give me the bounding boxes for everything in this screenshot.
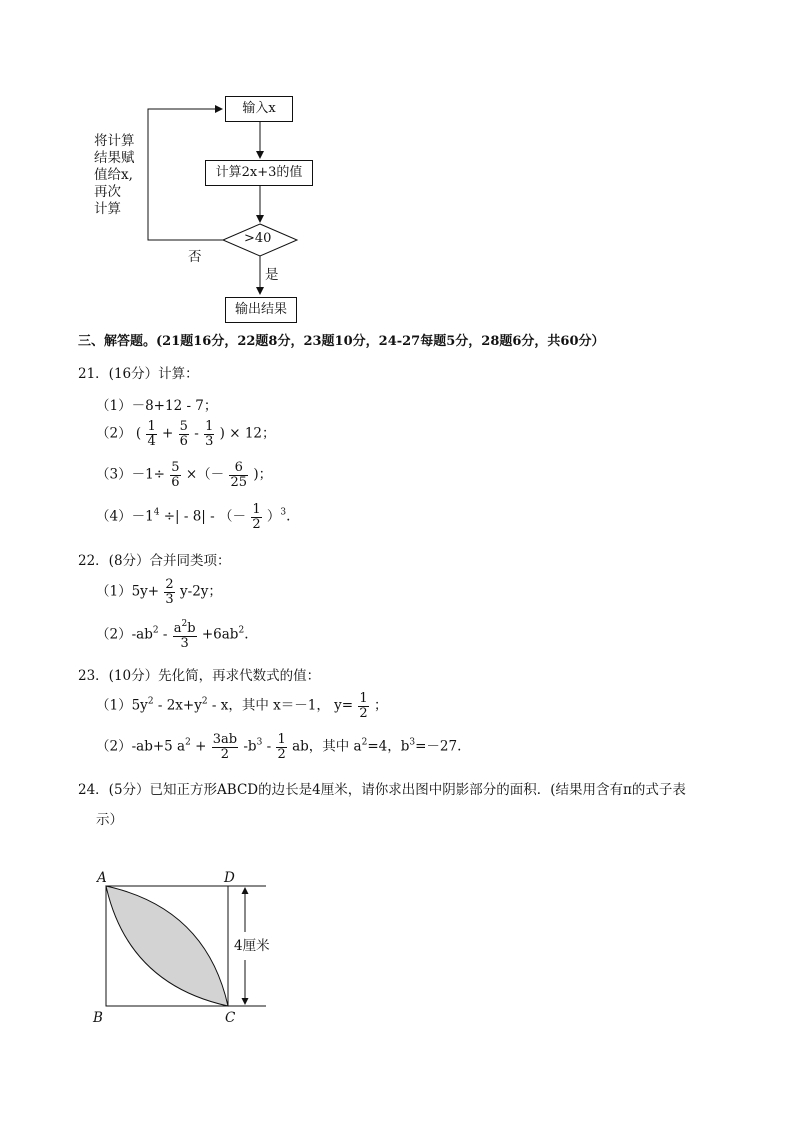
q21-p2-label: （2） <box>96 425 132 442</box>
fraction <box>204 420 214 448</box>
q24-text-line1: 24．(5分）已知正方形ABCD的边长是4厘米，请你求出图中阴影部分的面积．(结果用含有π的式子表 <box>78 782 686 798</box>
exponent: 3 <box>256 737 263 748</box>
q21-p3-mid: ×（－ <box>185 466 225 483</box>
exponent: 3 <box>280 507 287 518</box>
q23-p2-a: （2）-ab+5 a <box>96 738 186 755</box>
numerator: 5 <box>179 419 188 434</box>
q21-p3-tail: )； <box>253 466 273 483</box>
q23-p2-d: =4，b <box>367 738 410 755</box>
side-note-line: 结果赋 <box>94 150 135 166</box>
minus-sign: - <box>194 425 199 442</box>
numerator: 6 <box>229 461 248 476</box>
denominator: 2 <box>220 746 230 762</box>
denominator: 25 <box>230 474 248 490</box>
fraction <box>164 578 174 606</box>
num-b: b <box>187 621 196 636</box>
side-note-line: 再次 <box>94 184 121 200</box>
q21-p4-label: （4）－1 <box>96 508 154 525</box>
plus-sign: + <box>162 425 174 442</box>
side-length-label: 4厘米 <box>233 934 271 954</box>
denominator: 3 <box>205 433 214 449</box>
q23-part1 <box>96 692 387 720</box>
flow-no-label: 否 <box>188 249 202 265</box>
flow-side-note <box>94 133 135 218</box>
side-note-line: 值给x, <box>94 167 133 183</box>
flow-compute-box: 计算2x+3的值 <box>205 160 313 186</box>
numerator: 1 <box>147 419 156 434</box>
side-note-line: 计算 <box>94 201 121 217</box>
fraction <box>358 692 368 720</box>
q21-heading: 21．(16分）计算： <box>78 366 199 382</box>
fraction <box>276 733 286 761</box>
denominator: 2 <box>359 705 368 721</box>
num-a: a <box>173 621 182 636</box>
numerator <box>173 620 197 637</box>
q21-p3-label: （3）－1÷ <box>96 466 165 483</box>
q23-p2-b: -b <box>243 738 257 755</box>
q23-heading: 23．(10分）先化简，再求代数式的值： <box>78 668 321 684</box>
fraction <box>170 461 180 489</box>
flow-yes-label: 是 <box>265 267 279 283</box>
numerator: 1 <box>252 502 261 517</box>
exponent: 2 <box>361 737 368 748</box>
flow-output-box: 输出结果 <box>225 297 297 323</box>
exponent: 2 <box>201 696 208 707</box>
q23-p2-c: ab，其中 a <box>292 738 362 755</box>
exponent: 2 <box>185 737 191 748</box>
minus-sign: - <box>162 626 168 643</box>
q22-part1 <box>96 578 222 606</box>
denominator: 6 <box>171 474 180 490</box>
exponent: 3 <box>409 737 416 748</box>
fraction <box>251 503 261 531</box>
q21-part4 <box>96 503 290 531</box>
denominator: 3 <box>180 635 189 651</box>
section-title: 三、解答题。(21题16分，22题8分，23题10分，24-27每题5分，28题6分，共60分） <box>78 334 605 349</box>
denominator: 6 <box>179 433 188 449</box>
vertex-label-a: A <box>97 870 107 886</box>
vertex-label-d: D <box>224 870 235 886</box>
flow-condition-label: >40 <box>244 231 272 246</box>
fraction <box>146 420 156 448</box>
fraction <box>229 461 248 489</box>
q23-p2-end: =－27. <box>415 738 462 755</box>
vertex-label-c: C <box>225 1010 236 1026</box>
q23-p1-end: ； <box>373 697 388 714</box>
denominator: 2 <box>277 746 286 762</box>
q21-p4-end: . <box>286 508 291 525</box>
denominator: 4 <box>147 433 156 449</box>
numerator: 3ab <box>212 732 238 747</box>
numerator: 2 <box>165 577 174 592</box>
q21-p2-tail: ) × 12； <box>219 425 276 442</box>
exponent: 2 <box>238 625 245 636</box>
minus-sign: - <box>266 738 272 755</box>
q22-p1-label: （1）5y+ <box>96 583 160 600</box>
q22-p1-tail: y-2y； <box>180 583 222 600</box>
numerator: 1 <box>277 732 286 747</box>
q22-part2 <box>96 620 248 650</box>
q23-p1-a: （1）5y <box>96 697 148 714</box>
q22-p2-label: （2）-ab <box>96 626 153 643</box>
vertex-label-b: B <box>93 1010 103 1026</box>
q21-p4-mid: ÷| - 8| - （－ <box>163 508 247 525</box>
denominator: 2 <box>252 516 261 532</box>
numerator: 1 <box>359 691 368 706</box>
q22-p2-end: . <box>244 626 249 643</box>
fraction <box>179 420 189 448</box>
q21-part2 <box>96 420 276 448</box>
side-note-line: 将计算 <box>94 133 135 149</box>
shaded-leaf-region <box>106 886 228 1006</box>
q24-text-line2: 示） <box>96 812 123 828</box>
exponent: 2 <box>152 625 159 636</box>
fraction <box>212 733 238 761</box>
flow-input-box: 输入x <box>225 96 293 122</box>
q23-p1-c: - x，其中 x＝－1， y= <box>207 697 354 714</box>
fraction <box>173 620 197 650</box>
numerator: 5 <box>171 460 180 475</box>
q23-p1-b: - 2x+y <box>153 697 202 714</box>
q22-heading: 22．(8分）合并同类项： <box>78 553 231 569</box>
exponent: 2 <box>147 696 154 707</box>
q22-p2-tail: +6ab <box>201 626 239 643</box>
q21-p2-open: ( <box>135 425 142 442</box>
exponent: 2 <box>181 619 188 629</box>
denominator: 3 <box>165 591 174 607</box>
q21-part1: （1）－8+12 - 7； <box>96 398 218 414</box>
q21-p4-tail: ） <box>266 508 281 525</box>
q23-part2 <box>96 733 461 761</box>
plus-sign: + <box>195 738 207 755</box>
exponent: 4 <box>153 507 160 518</box>
numerator: 1 <box>205 419 214 434</box>
q21-part3 <box>96 461 272 489</box>
